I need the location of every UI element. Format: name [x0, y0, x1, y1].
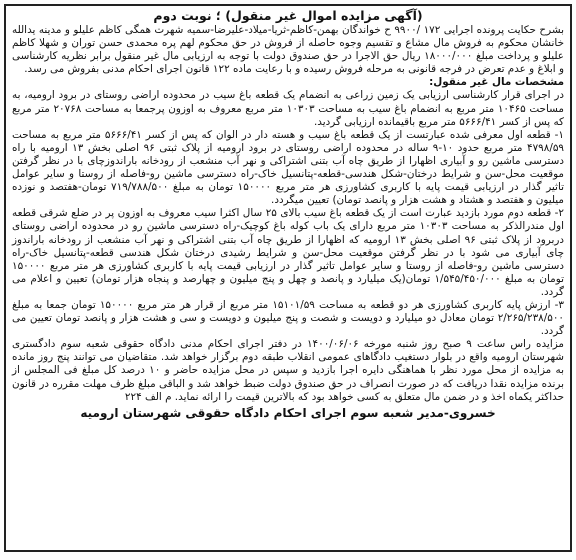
- auction-terms-paragraph: مزایده راس ساعت ۹ صبح روز شنبه مورخه ۱۴۰۰/۰۶/۰۶ در دفتر اجرای احکام مدنی دادگاه حقوقی شعبه سوم دادگستری شهرستان ارومیه واقع در بلوار دستغیب دادگاهای عمومی انقلاب طبقه دوم برگزار خواهد شد. متقاضیان می توانند پنج روز مانده به مزایده از محل مورد نظر با هماهنگی دایره اجرا بازدید و سپس در محل مزایده حاضر و ۱۰ درصد کل مبلغ فی المجلس از برنده مزایده نقدا دریافت که در صورت انصراف در حق صندوق دولت ضبط خواهد شد و الباقی مبلغ ظرف مهلت مقرره در قانون حداکثر یکماه اخذ و در ضمن مال متعلق به کسی خواهد بود که بالاترین قیمت را ارائه نماید. م الف ۲۲۴: [12, 338, 565, 403]
- parcel-one-paragraph: ۱- قطعه اول معرفی شده عبارتست از یک قطعه باغ سیب و هسته دار در الوان که پس از کسر ۵۶۶۶/۴۱ متر مربع به مساحت ۴۷۹۸/۵۹ متر مربع حدود ۱۰-۹ ساله در محدوده اراضی روستای در برود ارومیه از پلاک ثبتی ۹۶ اصلی بخش ۱۳ ارومیه با راه دسترسی ماشین رو و آبیاری اظهارا از طریق چاه آب بتنی اشتراکی و نهر آب منشعب از رودخانه باراندوزچای با در نظر گرفتن موقعیت محل-سن و شرایط درختان-شکل هندسی-قطعه-پتانسیل خاک-راه دسترسی ماشین رو-فاصله از روستا و سایر عوامل تاثیر گذار در ارزیابی قیمت پایه با کاربری کشاورزی هر متر مربع ۱۵۰۰۰۰ تومان به مبلغ ۷۱۹/۷۸۸/۵۰۰ تومان-هفتصد و نوزده میلیون و هفتصد و هشتاد و هشت هزار و پانصد تومان) تعیین میگردد.: [12, 128, 565, 207]
- auction-notice: [4, 4, 572, 552]
- parcel-two-paragraph: ۲- قطعه دوم مورد بازدید عبارت است از یک قطعه باغ سیب بالای ۲۵ سال اکثرا سیب معروف به اوزون پر در ضلع شرقی قطعه اول مندرالذکر به مساحت ۱۰۳۰۳ متر مربع دارای یک باب کوله باغ کوچیک-راه دسترسی ماشین رو در محدوده اراضی روستای دربرود از پلاک ثبتی ۹۶ اصلی بخش ۱۳ ارومیه که اظهارا از طریق چاه آب بتنی اشتراکی و نهر آب منشعب از رودخانه باراندوز چای آبیاری می شود با در نظر گرفتن موقعیت محل-سن و شرایط رشیدی درختان شکل هندسی قطعه-پتانسیل خاک-راه دسترسی ماشین رو-فاصله از روستا و سایر عوامل تاثیر گذار در ارزیابی قیمت پایه با کاربری کشاورزی هر متر مربع ۱۵۰۰۰۰ تومان به مبلغ ۱/۵۴۵/۴۵۰/۰۰۰ تومان(یک میلیارد و پانصد و چهل و پنج میلیون و چهارصد و پنجاه هزار تومان) تعیین و اعلام می گردد.: [12, 207, 564, 298]
- total-value-paragraph: ۳- ارزش پایه کاربری کشاورزی هر دو قطعه به مساحت ۱۵۱۰۱/۵۹ متر مربع از قرار هر متر مربع ۱۵۰۰۰۰ تومان جمعا به مبلغ ۲/۲۶۵/۲۳۸/۵۰۰ تومان معادل دو میلیارد و دویست و شصت و پنج میلیون و دویست و سی و هشت هزار و پانصد تومان تعیین می گردد.: [12, 298, 564, 338]
- intro-paragraph: بشرح حکایت پرونده اجرایی ۱۷۲ /۹۹۰۰ ح خواندگان بهمن-کاظم-ثریا-میلاد-علیرضا-سمیه شهرت همگی کاظم علیلو و مدینه یدالله خانشان محکوم به فروش مال مشاع و تقسیم وجوه حاصله از فروش در حق محکوم لهم پره محمدی حسن توران و شهلا کاظم علیلو و پرداخت مبلغ ۱۸۰۰۰/۰۰۰ ریال حق الاجرا در حق صندوق دولت با توجه به ارزیابی مال غیر منقول برابر نظریه کارشناسی و ابلاغ و عدم تعرض در فرجه قانونی به مرحله فروش رسیده و با رعایت ماده ۱۲۲ قانون اجرای احکام مدنی بفروش می رسد.: [12, 24, 564, 76]
- specs-heading: مشخصات مال غیر منقول:: [429, 76, 564, 89]
- signature-line: خسروی-مدیر شعبه سوم اجرای احکام دادگاه حقوقی شهرستان ارومیه: [80, 405, 496, 420]
- notice-title: (آگهی مزایده اموال غیر منقول) ؛ نوبت دوم: [153, 8, 423, 23]
- expert-paragraph: در اجرای قرار کارشناسی ارزیابی یک زمین زراعی به انضمام یک قطعه باغ سیب در محدوده اراضی روستای در برود ارومیه، به مساحت ۱۰۴۶۵ متر مربع به انضمام باغ سیب به مساحت ۱۰۳۰۳ متر مربع معروف به اوزون پرجمعا به مساحت ۲۰۷۶۸ متر مربع که پس از کسر ۵۶۶۶/۴۱ متر مربع باقیمانده ارزیابی گردید.: [12, 89, 564, 128]
- notice-body: [12, 24, 564, 404]
